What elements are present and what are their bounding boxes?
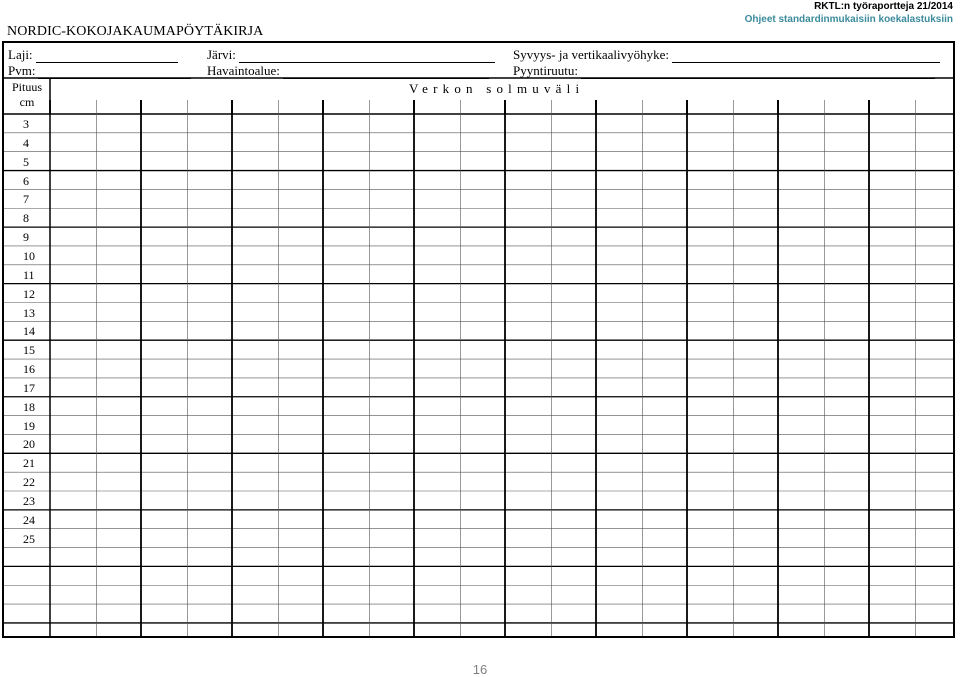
length-header-line-2: cm [19, 95, 35, 109]
length-label: 21 [23, 456, 35, 471]
report-series: RKTL:n työraportteja 21/2014 [814, 1, 953, 12]
length-label: 15 [23, 343, 35, 358]
pvm-label: Pvm: [8, 63, 36, 78]
mesh-size-header: Verkon solmuväli [409, 81, 585, 96]
length-label: 10 [23, 248, 35, 263]
report-header [745, 0, 953, 26]
form-sheet [2, 41, 955, 638]
length-label: 5 [23, 154, 29, 169]
length-label: 19 [23, 418, 35, 433]
length-label: 23 [23, 494, 35, 508]
length-label: 13 [23, 305, 35, 320]
length-label: 3 [23, 117, 29, 131]
syvyys-label: Syvyys- ja vertikaalivyöhyke: [513, 47, 669, 62]
length-label: 11 [23, 267, 35, 282]
length-label: 18 [23, 399, 35, 414]
laji-label: Laji: [8, 47, 33, 62]
length-label: 24 [23, 512, 35, 527]
havaintoalue-label: Havaintoalue: [207, 63, 280, 78]
length-label: 16 [23, 362, 35, 377]
length-label: 4 [23, 135, 29, 150]
length-label: 25 [23, 531, 35, 546]
length-label: 22 [23, 475, 35, 490]
pyyntiruutu-label: Pyyntiruutu: [513, 63, 579, 78]
length-label: 20 [23, 437, 35, 452]
tally-grid [4, 43, 953, 636]
length-label: 8 [23, 211, 29, 226]
length-label: 17 [23, 380, 35, 395]
length-label: 9 [23, 230, 29, 245]
length-label: 14 [23, 324, 35, 339]
report-subtitle: Ohjeet standardinmukaisiin koekalastuksiin [744, 14, 953, 25]
length-label: 6 [23, 173, 29, 188]
length-header-line-1: Pituus [11, 80, 42, 94]
length-label: 7 [23, 192, 29, 207]
page-number: 16 [472, 662, 488, 677]
jarvi-label: Järvi: [207, 47, 236, 62]
form-title: NORDIC-KOKOJAKAUMAPÖYTÄKIRJA [7, 24, 264, 39]
length-label: 12 [23, 286, 35, 301]
